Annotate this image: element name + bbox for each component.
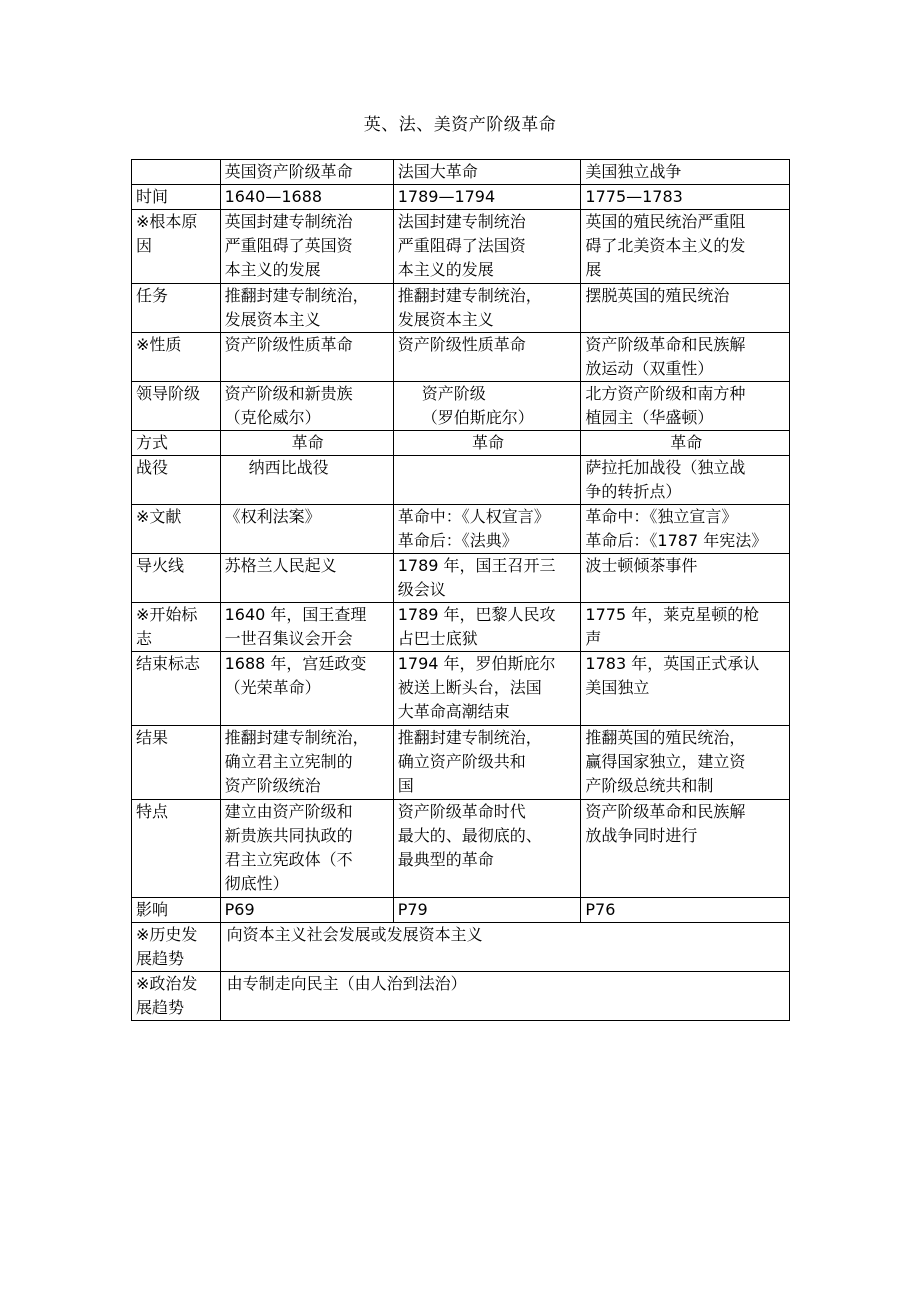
trend-text: 由专制走向民主（由人治到法治） [220, 972, 789, 1021]
table-row [132, 652, 790, 726]
cell-line: 君主立宪政体（不 [224, 850, 353, 869]
usa-cell [581, 431, 790, 456]
cell-line: 革命 [472, 433, 505, 452]
cell-line: 展 [585, 260, 602, 279]
cell-line: 推翻封建专制统治， [397, 728, 542, 747]
england-cell [220, 284, 393, 333]
cell-line: 1789 年，巴黎人民攻 [397, 605, 556, 624]
cell-line: （克伦威尔） [224, 408, 321, 427]
cell-line: 彻底性） [224, 874, 289, 893]
cell-line: 结束标志 [136, 654, 201, 673]
cell-line: 建立由资产阶级和 [224, 802, 353, 821]
england-cell [220, 185, 393, 210]
cell-line: ※文献 [136, 507, 182, 526]
cell-line: 1640 年，国王查理 [224, 605, 367, 624]
cell-line: 1789 年，国王召开三 [397, 556, 556, 575]
row-label [132, 652, 221, 726]
cell-line: 最大的、最彻底的、 [397, 826, 542, 845]
cell-line: 一世召集议会开会 [224, 629, 353, 648]
cell-line: 革命 [670, 433, 703, 452]
cell-line: 英国的殖民统治严重阻 [585, 212, 746, 231]
header-france: 法国大革命 [393, 160, 581, 185]
table-row [132, 210, 790, 284]
table-row [132, 898, 790, 923]
cell-line: ※性质 [136, 335, 182, 354]
cell-line: 北方资产阶级和南方种 [585, 384, 746, 403]
cell-line: （罗伯斯庇尔） [421, 408, 534, 427]
table-row [132, 382, 790, 431]
england-cell [220, 800, 393, 898]
france-cell [393, 898, 581, 923]
cell-line: 领导阶级 [136, 384, 201, 403]
usa-cell [581, 210, 790, 284]
cell-line: 本主义的发展 [397, 260, 494, 279]
header-england: 英国资产阶级革命 [220, 160, 393, 185]
cell-line: 确立君主立宪制的 [224, 752, 353, 771]
cell-line: 英国封建专制统治 [224, 212, 353, 231]
england-cell [220, 898, 393, 923]
france-cell [393, 726, 581, 800]
cell-line: 新贵族共同执政的 [224, 826, 353, 845]
france-cell [393, 554, 581, 603]
cell-line: 革命中：《人权宣言》 [397, 507, 550, 526]
cell-line: 《权利法案》 [224, 507, 321, 526]
cell-line: （光荣革命） [224, 678, 321, 697]
cell-line: 美国独立 [585, 678, 650, 697]
row-label [132, 898, 221, 923]
cell-line: 1783 年，英国正式承认 [585, 654, 760, 673]
england-cell [220, 333, 393, 382]
row-label [132, 554, 221, 603]
trend-text: 向资本主义社会发展或发展资本主义 [220, 923, 789, 972]
cell-line: P79 [397, 900, 428, 919]
france-cell [393, 603, 581, 652]
header-blank-cell [132, 160, 221, 185]
cell-line: 资产阶级性质革命 [224, 335, 353, 354]
england-cell [220, 652, 393, 726]
france-cell [393, 652, 581, 726]
cell-line: 资产阶级革命和民族解 [585, 802, 746, 821]
row-label [132, 726, 221, 800]
table-row [132, 800, 790, 898]
usa-cell [581, 333, 790, 382]
revolution-comparison-table [131, 159, 790, 1021]
england-cell [220, 431, 393, 456]
france-cell [393, 333, 581, 382]
cell-line: 影响 [136, 900, 169, 919]
cell-line: 争的转折点） [585, 482, 682, 501]
row-label [132, 923, 221, 972]
cell-line: 放运动（双重性） [585, 359, 714, 378]
usa-cell [581, 382, 790, 431]
cell-line: ※开始标 [136, 605, 198, 624]
cell-line: 严重阻碍了英国资 [224, 236, 353, 255]
cell-line: 展趋势 [136, 998, 185, 1017]
header-row [132, 160, 790, 185]
usa-cell [581, 652, 790, 726]
cell-line: 展趋势 [136, 949, 185, 968]
france-cell [393, 210, 581, 284]
cell-line: 纳西比战役 [248, 458, 329, 477]
cell-line: 特点 [136, 802, 169, 821]
england-cell [220, 554, 393, 603]
cell-line: 资产阶级革命时代 [397, 802, 526, 821]
row-label [132, 333, 221, 382]
cell-line: 放战争同时进行 [585, 826, 698, 845]
cell-line: 1775 年，莱克星顿的枪 [585, 605, 760, 624]
row-label [132, 972, 221, 1021]
cell-line: 萨拉托加战役（独立战 [585, 458, 746, 477]
cell-line: 大革命高潮结束 [397, 702, 510, 721]
cell-line: ※政治发 [136, 974, 198, 993]
header-usa: 美国独立战争 [581, 160, 790, 185]
cell-line: 资产阶级革命和民族解 [585, 335, 746, 354]
cell-line: 碍了北美资本主义的发 [585, 236, 746, 255]
england-cell [220, 726, 393, 800]
row-label [132, 603, 221, 652]
cell-line: 革命 [291, 433, 324, 452]
cell-line: 占巴士底狱 [397, 629, 478, 648]
france-cell [393, 456, 581, 505]
table-row [132, 333, 790, 382]
cell-line: ※根本原 [136, 212, 198, 231]
france-cell [393, 284, 581, 333]
cell-line: 资产阶级性质革命 [397, 335, 526, 354]
usa-cell [581, 284, 790, 333]
cell-line: 确立资产阶级共和 [397, 752, 526, 771]
row-label [132, 505, 221, 554]
table-row [132, 603, 790, 652]
cell-line: 1688 年，宫廷政变 [224, 654, 367, 673]
cell-line: 苏格兰人民起义 [224, 556, 337, 575]
cell-line: 志 [136, 629, 153, 648]
cell-line: 摆脱英国的殖民统治 [585, 286, 730, 305]
page-title: 英、法、美资产阶级革命 [363, 115, 557, 135]
cell-line: 1789—1794 [397, 187, 496, 206]
cell-line: 推翻封建专制统治， [224, 286, 369, 305]
england-cell [220, 456, 393, 505]
row-label [132, 456, 221, 505]
france-cell [393, 382, 581, 431]
cell-line: 国 [397, 776, 414, 795]
row-label [132, 185, 221, 210]
france-cell [393, 800, 581, 898]
cell-line: 导火线 [136, 556, 185, 575]
usa-cell [581, 898, 790, 923]
cell-line: 发展资本主义 [397, 310, 494, 329]
cell-line: 声 [585, 629, 602, 648]
usa-cell [581, 554, 790, 603]
cell-line: 革命中：《独立宣言》 [585, 507, 738, 526]
cell-line: 赢得国家独立，建立资 [585, 752, 746, 771]
cell-line: 资产阶级和新贵族 [224, 384, 353, 403]
cell-line: ※历史发 [136, 925, 198, 944]
france-cell [393, 431, 581, 456]
cell-line: 植园主（华盛顿） [585, 408, 714, 427]
row-label [132, 284, 221, 333]
cell-line: 1640—1688 [224, 187, 323, 206]
cell-line: 结果 [136, 728, 169, 747]
cell-line: 推翻英国的殖民统治， [585, 728, 746, 747]
usa-cell [581, 185, 790, 210]
cell-line: 1794 年，罗伯斯庇尔 [397, 654, 556, 673]
cell-line: 时间 [136, 187, 169, 206]
cell-line: 资产阶级统治 [224, 776, 321, 795]
usa-cell [581, 505, 790, 554]
trend-row [132, 972, 790, 1021]
england-cell [220, 382, 393, 431]
england-cell [220, 603, 393, 652]
usa-cell [581, 603, 790, 652]
cell-line: 本主义的发展 [224, 260, 321, 279]
cell-line: 1775—1783 [585, 187, 683, 206]
row-label [132, 382, 221, 431]
row-label [132, 210, 221, 284]
cell-line: 战役 [136, 458, 169, 477]
cell-line: 严重阻碍了法国资 [397, 236, 526, 255]
cell-line: 革命后：《1787 年宪法》 [585, 531, 768, 550]
cell-line: 革命后：《法典》 [397, 531, 518, 550]
cell-line: 法国封建专制统治 [397, 212, 526, 231]
usa-cell [581, 726, 790, 800]
cell-line: 任务 [136, 286, 169, 305]
row-label [132, 800, 221, 898]
cell-line: 最典型的革命 [397, 850, 494, 869]
cell-line: 推翻封建专制统治， [224, 728, 369, 747]
france-cell [393, 505, 581, 554]
cell-line: P69 [224, 900, 255, 919]
table-row [132, 284, 790, 333]
england-cell [220, 210, 393, 284]
cell-line: 发展资本主义 [224, 310, 321, 329]
cell-line: 方式 [136, 433, 169, 452]
cell-line: 因 [136, 236, 153, 255]
row-label [132, 431, 221, 456]
table-row [132, 726, 790, 800]
cell-line: 波士顿倾茶事件 [585, 556, 698, 575]
cell-line: 被送上断头台，法国 [397, 678, 542, 697]
cell-line: 级会议 [397, 580, 446, 599]
usa-cell [581, 800, 790, 898]
table-row [132, 505, 790, 554]
table-row [132, 431, 790, 456]
usa-cell [581, 456, 790, 505]
trend-row [132, 923, 790, 972]
france-cell [393, 185, 581, 210]
cell-line: P76 [585, 900, 616, 919]
england-cell [220, 505, 393, 554]
table-row [132, 185, 790, 210]
table-row [132, 456, 790, 505]
cell-line: 资产阶级 [421, 384, 486, 403]
cell-line: 推翻封建专制统治， [397, 286, 542, 305]
cell-line: 产阶级总统共和制 [585, 776, 714, 795]
table-row [132, 554, 790, 603]
